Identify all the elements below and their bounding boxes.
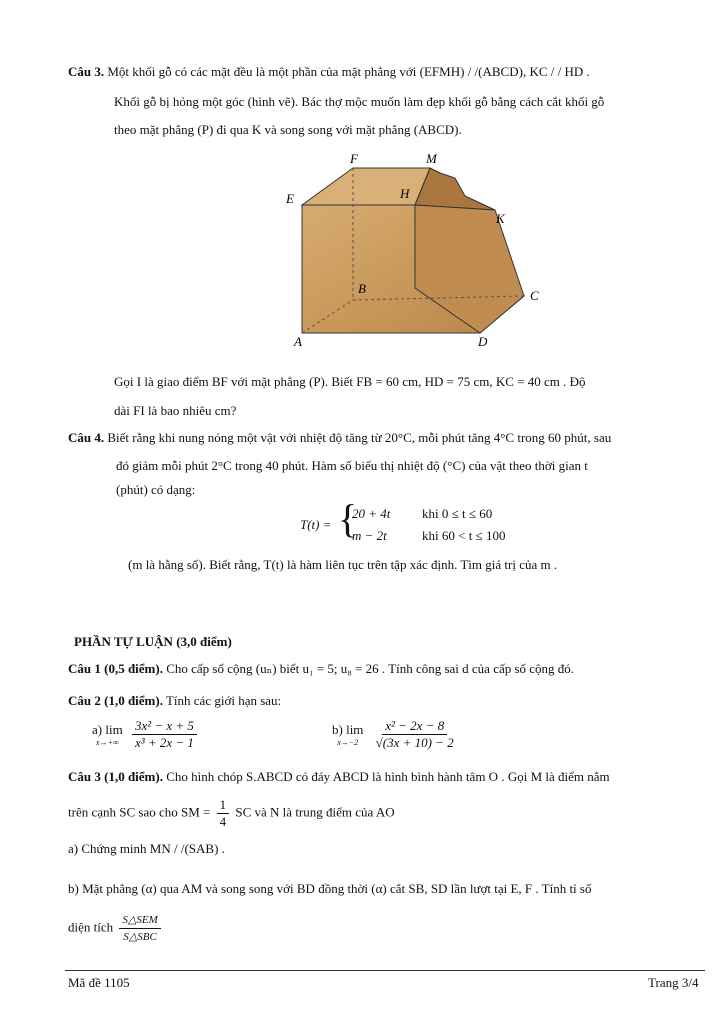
essay-c3a: a) Chứng minh MN / /(SAB) .: [68, 841, 225, 856]
q4-case2-expr: m − 2t: [352, 528, 387, 543]
q4-case2-cond: khi 60 < t ≤ 100: [422, 528, 506, 543]
limit-a-prefix: a) lim: [92, 722, 123, 737]
wood-block-figure: [280, 148, 550, 348]
q3-text-1: Một khối gỗ có các mặt đều là một phần của mặt phẳng với (EFMH) / /(ABCD), KC / / HD .: [107, 64, 590, 79]
q4-brace: {: [338, 496, 358, 541]
q3-line3: theo mặt phẳng (P) đi qua K và song song với mặt phẳng (ABCD).: [114, 122, 462, 137]
limit-b-prefix: b) lim: [332, 722, 364, 737]
limit-b-sub: x→−2: [337, 738, 359, 747]
essay-c3: [68, 768, 610, 786]
q4-line4: (m là hằng số). Biết rằng, T(t) là hàm liên tục trên tập xác định. Tìm giá trị của m .: [128, 557, 558, 572]
q4-label: Câu 4.: [68, 430, 105, 445]
q4-text-1: Biết rằng khi nung nóng một vật với nhiệt độ tăng từ 20°C, mỗi phút tăng 4°C trong 60 phút, sau: [107, 430, 612, 445]
label-C: C: [530, 288, 539, 303]
limit-b-operator: [332, 722, 363, 747]
label-F: F: [350, 151, 358, 166]
essay-c3-fraction: [217, 797, 230, 830]
essay-c2-text: Tính các giới hạn sau:: [165, 693, 282, 708]
footer-code: Mã đề 1105: [68, 975, 130, 990]
essay-c3-line2: [68, 797, 395, 830]
essay-c3-line2-b: SC và N là trung điểm của AO: [235, 804, 395, 820]
label-M: M: [426, 151, 437, 166]
essay-c2-label: Câu 2 (1,0 điểm).: [68, 693, 163, 708]
label-A: A: [294, 334, 302, 348]
essay-c3-text: Cho hình chóp S.ABCD có đáy ABCD là hình bình hành tâm O . Gọi M là điểm nằm: [166, 769, 610, 784]
limit-a-sub: x→+∞: [96, 738, 119, 747]
q4-line1: [68, 429, 611, 447]
essay-c3b: b) Mặt phẳng (α) qua AM và song song với BD đồng thời (α) cắt SB, SD lần lượt tại E, F . Tính tỉ số: [68, 881, 592, 896]
label-K: K: [496, 211, 505, 226]
essay-c3b-ratio-label: diện tích: [68, 919, 114, 935]
essay-c3b-ratio-fraction: [119, 912, 160, 945]
limit-a: [92, 718, 200, 751]
q4-line3: (phút) có dạng:: [116, 482, 196, 497]
q4-func-name: T(t) =: [300, 517, 332, 532]
damaged-corner: [415, 168, 495, 210]
limit-b-num: x² − 2x − 8: [382, 718, 447, 735]
footer-divider: [65, 970, 705, 971]
limit-a-operator: [92, 722, 123, 747]
limit-b: [332, 718, 460, 751]
q4-case1-cond: khi 0 ≤ t ≤ 60: [422, 506, 493, 521]
essay-c1: [68, 660, 574, 678]
essay-c1-label: Câu 1 (0,5 điểm).: [68, 661, 163, 676]
essay-c3-frac-den: 4: [219, 814, 227, 829]
label-H: H: [400, 186, 410, 201]
essay-c3b-ratio-den: S△SBC: [123, 931, 157, 943]
essay-c3-line2-a: trên cạnh SC sao cho SM =: [68, 804, 211, 820]
q4-line2: đó giảm mỗi phút 2°C trong 40 phút. Hàm số biểu thị nhiệt độ (°C) của vật theo thời gian t: [116, 458, 588, 473]
q3-line5: dài FI là bao nhiêu cm?: [114, 403, 237, 418]
limit-a-den: x³ + 2x − 1: [134, 735, 194, 750]
q3-line2: Khối gỗ bị hỏng một góc (hình vẽ). Bác thợ mộc muốn làm đẹp khối gỗ bằng cách cắt khối gỗ: [114, 94, 605, 109]
essay-c3-frac-num: 1: [217, 797, 230, 814]
limit-b-den: √(3x + 10) − 2: [375, 735, 454, 750]
q3-label: Câu 3.: [68, 64, 105, 79]
top-face: [302, 168, 430, 205]
label-D: D: [478, 334, 488, 348]
limit-a-fraction: [132, 718, 197, 751]
q4-case1-expr: 20 + 4t: [352, 506, 391, 521]
q3-line4: Gọi I là giao điểm BF với mặt phẳng (P). Biết FB = 60 cm, HD = 75 cm, KC = 40 cm . Độ: [114, 374, 586, 389]
essay-c3-label: Câu 3 (1,0 điểm).: [68, 769, 163, 784]
label-E: E: [286, 191, 294, 206]
q3-line1: [68, 63, 590, 81]
essay-c2: [68, 692, 281, 710]
essay-heading: PHẦN TỰ LUẬN (3,0 điểm): [74, 634, 232, 649]
essay-c3b-ratio: [68, 912, 164, 945]
label-B: B: [358, 281, 366, 296]
limit-a-num: 3x² − x + 5: [132, 718, 197, 735]
essay-c3b-ratio-num: S△SEM: [119, 912, 160, 929]
footer-page: Trang 3/4: [648, 975, 699, 990]
limit-b-fraction: [373, 718, 457, 751]
essay-c1-text: Cho cấp số cộng (uₙ) biết u₁ = 5; u₈ = 26 . Tính công sai d của cấp số cộng đó.: [166, 661, 575, 676]
